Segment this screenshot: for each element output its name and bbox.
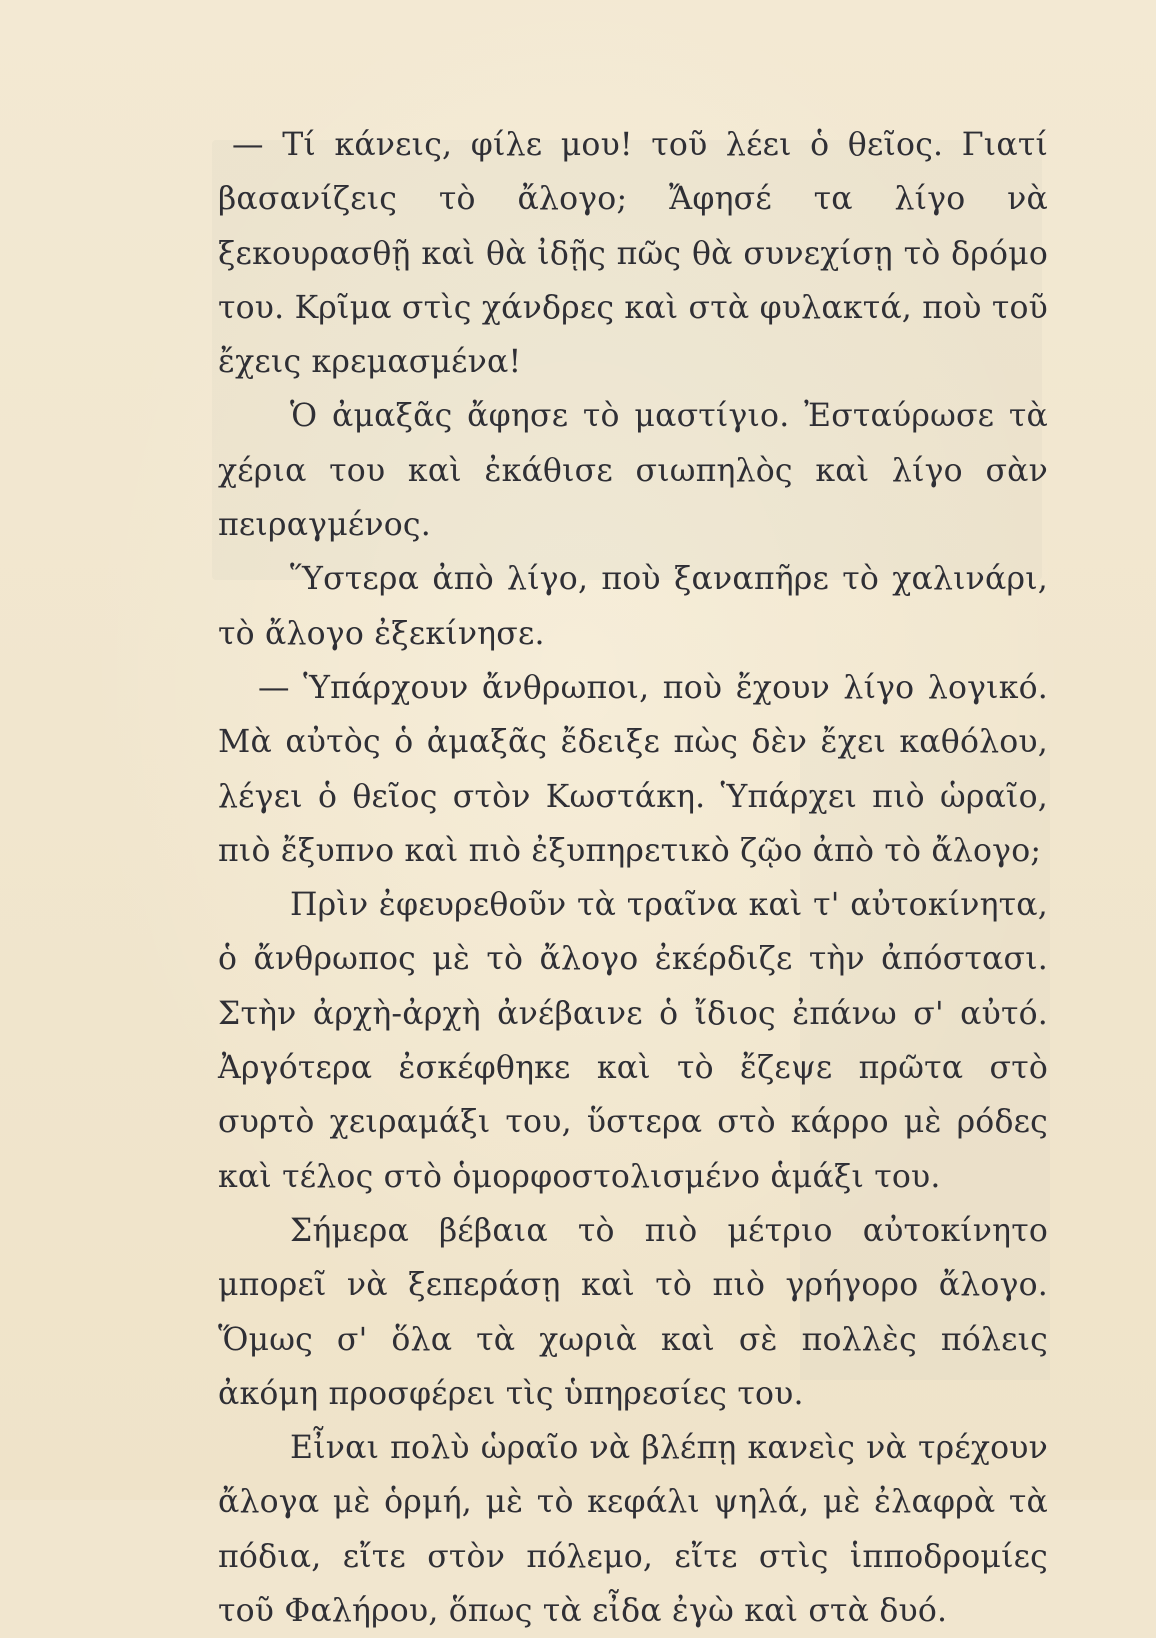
page-text xyxy=(218,118,1048,1638)
paragraph: Πρὶν ἐφευρεθοῦν τὰ τραῖνα καὶ τ' αὐτοκίνητα, ὁ ἄνθρωπος μὲ τὸ ἄλογο ἐκέρδιζε τὴν ἀπόστασι. Στὴν ἀρχὴ-ἀρχὴ ἀνέβαινε ὁ ἴδιος ἐπάνω σ' αὐτό. Ἀργότερα ἐσκέφθηκε καὶ τὸ ἔζεψε πρῶτα στὸ συρτὸ χειραμάξι του, ὕστερα στὸ κάρρο μὲ ρόδες καὶ τέλος στὸ ὁμορφοστολισμένο ἁμάξι του. xyxy=(218,887,1048,1195)
paragraph: Εἶναι πολὺ ὡραῖο νὰ βλέπῃ κανεὶς νὰ τρέχουν ἄλογα μὲ ὁρμή, μὲ τὸ κεφάλι ψηλά, μὲ ἐλαφρὰ τὰ πόδια, εἴτε στὸν πόλεμο, εἴτε στὶς ἱπποδρομίες τοῦ Φαλήρου, ὅπως τὰ εἶδα ἐγὼ καὶ στὰ δυό. xyxy=(218,1430,1048,1630)
paragraph: Ὁ ἀμαξᾶς ἄφησε τὸ μαστίγιο. Ἐσταύρωσε τὰ χέρια του καὶ ἐκάθισε σιωπηλὸς καὶ λίγο σὰν πειραγμένος. xyxy=(218,398,1048,544)
paragraph: Ὕστερα ἀπὸ λίγο, ποὺ ξαναπῆρε τὸ χαλινάρι, τὸ ἄλογο ἐξεκίνησε. xyxy=(218,561,1048,652)
paragraph: — Τί κάνεις, φίλε μου! τοῦ λέει ὁ θεῖος. Γιατί βασανίζεις τὸ ἄλογο; Ἄφησέ τα λίγο νὰ ξεκουρασθῇ καὶ θὰ ἰδῇς πῶς θὰ συνεχίσῃ τὸ δρόμο του. Κρῖμα στὶς χάνδρες καὶ στὰ φυλακτά, ποὺ τοῦ ἔχεις κρεμασμένα! xyxy=(218,127,1048,381)
paragraph: Σήμερα βέβαια τὸ πιὸ μέτριο αὐτοκίνητο μπορεῖ νὰ ξεπεράσῃ καὶ τὸ πιὸ γρήγορο ἄλογο. Ὅμως σ' ὅλα τὰ χωριὰ καὶ σὲ πολλὲς πόλεις ἀκόμη προσφέρει τὶς ὑπηρεσίες του. xyxy=(218,1212,1048,1412)
paragraph: — Ὑπάρχουν ἄνθρωποι, ποὺ ἔχουν λίγο λογικό. Μὰ αὐτὸς ὁ ἀμαξᾶς ἔδειξε πὼς δὲν ἔχει καθόλου, λέγει ὁ θεῖος στὸν Κωστάκη. Ὑπάρχει πιὸ ὡραῖο, πιὸ ἔξυπνο καὶ πιὸ ἐξυπηρετικὸ ζῷο ἀπὸ τὸ ἄλογο; xyxy=(218,669,1048,869)
